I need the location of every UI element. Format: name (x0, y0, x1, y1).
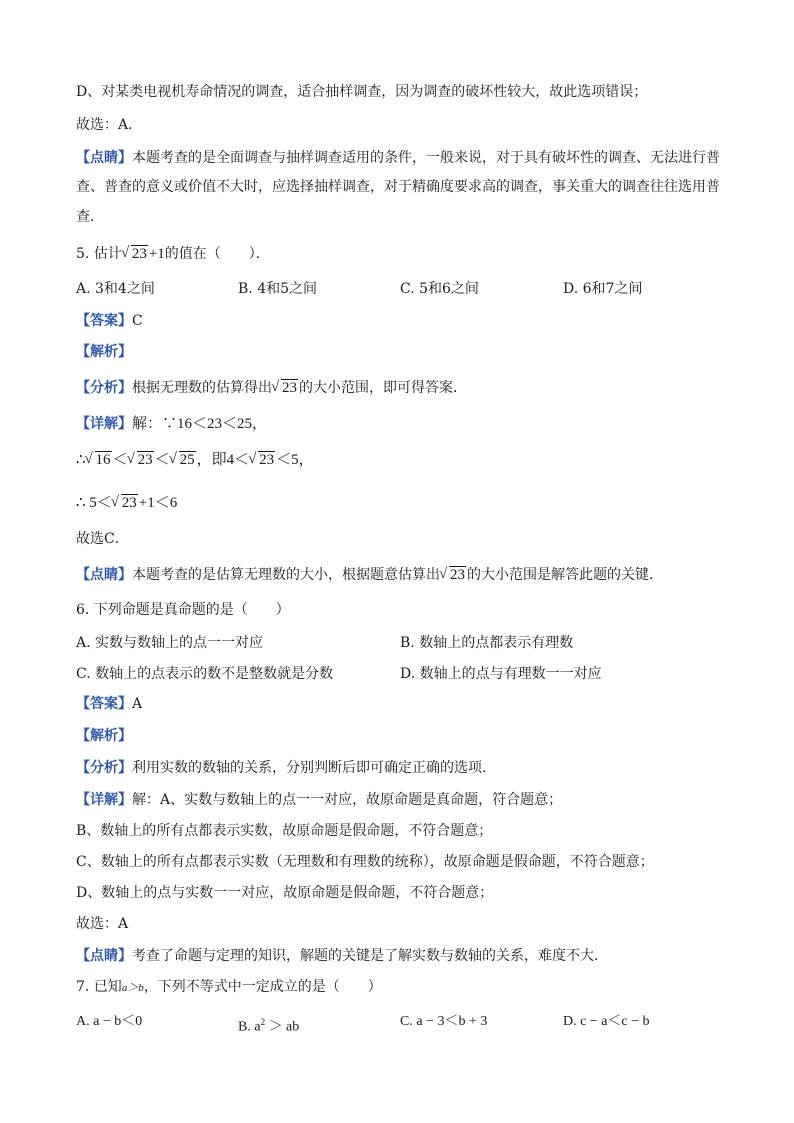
q6-b-explanation: B、数轴上的所有点都表示实数，故原命题是假命题，不符合题意； (76, 823, 493, 839)
answer-value: A (132, 696, 143, 712)
q5-comment (76, 565, 663, 585)
q6-detail (76, 790, 562, 810)
q5-suffix: 的值在（ ）． (164, 246, 270, 262)
q7-option-c: C. a − 3＜b + 3 (400, 1014, 488, 1029)
comment-text: 本题考查的是全面调查与抽样调查适用的条件，一般来说，对于具有破坏性的调查、无法进行普 (132, 150, 720, 166)
fenxi-tag: 【分析】 (76, 760, 132, 776)
sqrt-symbol (440, 565, 466, 585)
q7-prefix: 7. 已知 (76, 979, 122, 995)
q6-analysis-heading (76, 726, 132, 746)
q5-answer (76, 311, 143, 331)
analysis-tag: 【解析】 (76, 344, 132, 360)
radicand: 23 (259, 452, 275, 468)
radicand: 25 (179, 452, 195, 468)
fenxi-pre: 根据无理数的估算得出 (132, 380, 272, 396)
radicand: 23 (282, 380, 297, 396)
sqrt-symbol (272, 378, 298, 398)
q7-condition: a＞b (121, 982, 144, 994)
q4-comment-line2: 查、普查的意义或价值不大时，应选择抽样调查，对于精确度要求高的调查，事关重大的调查往往选用普 (76, 179, 720, 195)
step-end: ＜5， (276, 452, 314, 468)
answer-tag: 【答案】 (76, 313, 132, 329)
comment-tag: 【点睛】 (76, 150, 132, 166)
q5-choice: 故选C． (76, 531, 129, 547)
q4-comment-line1 (76, 148, 720, 168)
sqrt-symbol (122, 244, 148, 264)
fenxi-post: 的大小范围，即可得答案． (299, 380, 467, 396)
q7-option-d: D. c − a＜c − b (563, 1014, 650, 1029)
step-mid: ，即4＜ (196, 452, 250, 468)
q7-suffix: ，下列不等式中一定成立的是（ ） (143, 979, 382, 995)
q6-comment (76, 946, 608, 966)
detail-tag: 【详解】 (76, 792, 132, 808)
q5-step2 (76, 493, 177, 513)
q6-option-a: A. 实数与数轴上的点一一对应 (76, 635, 264, 651)
sqrt-symbol (86, 450, 112, 470)
q6-question: 6. 下列命题是真命题的是（ ） (76, 602, 290, 618)
detail-tag: 【详解】 (76, 416, 132, 432)
radicand: 16 (95, 452, 111, 468)
answer-tag: 【答案】 (76, 696, 132, 712)
q6-fenxi (76, 758, 496, 778)
q5-option-a: A. 3和4之间 (76, 281, 155, 297)
step-pre: ∴ 5＜ (76, 495, 112, 511)
q6-choice: 故选：A (76, 916, 129, 932)
option-b-rest: ＞ ab (265, 1019, 300, 1035)
detail-text: 解：∵16＜23＜25， (132, 416, 268, 432)
q5-option-c: C. 5和6之间 (400, 281, 479, 297)
q5-step1: ∴√ 16 ＜√ 23 ＜√ 25 ，即4＜√ 23 ＜5， (76, 450, 314, 470)
q4-choice: 故选：A． (76, 117, 143, 133)
comment-post: 的大小范围是解答此题的关键． (467, 567, 663, 583)
q4-comment-line3: 查． (76, 209, 104, 225)
q5-fenxi (76, 378, 467, 398)
q5-analysis-heading (76, 342, 132, 362)
comment-tag: 【点睛】 (76, 948, 132, 964)
radicand: 23 (131, 246, 147, 262)
q5-option-d: D. 6和7之间 (563, 281, 643, 297)
sqrt-symbol (128, 450, 154, 470)
q5-detail (76, 414, 267, 434)
therefore-symbol: ∴ (76, 452, 86, 468)
q5-question (76, 244, 270, 264)
q6-option-c: C. 数轴上的点表示的数不是整数就是分数 (76, 666, 334, 682)
q6-d-explanation: D、数轴上的点与实数一一对应，故原命题是假命题，不符合题意； (76, 885, 494, 901)
step-end: +1＜6 (138, 495, 178, 511)
comment-tag: 【点睛】 (76, 567, 132, 583)
option-b-base: B. a (238, 1019, 261, 1035)
q5-option-b: B. 4和5之间 (238, 281, 318, 297)
q6-option-d: D. 数轴上的点与有理数一一对应 (400, 666, 602, 682)
q7-option-b (238, 1012, 299, 1038)
comment-text: 考查了命题与定理的知识，解题的关键是了解实数与数轴的关系，难度不大． (132, 948, 608, 964)
radicand: 23 (121, 495, 137, 511)
q4-option-d-explanation: D、对某类电视机寿命情况的调查，适合抽样调查，因为调查的破坏性较大，故此选项错误； (76, 84, 648, 100)
answer-value: C (132, 313, 143, 329)
q7-question (76, 977, 382, 998)
q6-answer (76, 694, 142, 714)
radicand: 23 (450, 567, 465, 583)
exponent: 2 (260, 1017, 266, 1027)
q5-prefix: 5. 估计 (76, 246, 122, 262)
q7-option-a: A. a − b＜0 (76, 1014, 143, 1029)
sqrt-symbol (112, 493, 138, 513)
comment-pre: 本题考查的是估算无理数的大小，根据题意估算出 (132, 567, 440, 583)
q6-option-b: B. 数轴上的点都表示有理数 (400, 635, 574, 651)
sqrt-symbol (249, 450, 275, 470)
radicand: 23 (137, 452, 153, 468)
fenxi-text: 利用实数的数轴的关系，分别判断后即可确定正确的选项． (132, 760, 496, 776)
detail-text: 解：A、实数与数轴上的点一一对应，故原命题是真命题，符合题意； (132, 792, 563, 808)
q5-plus: +1 (148, 246, 165, 262)
q6-c-explanation: C、数轴上的所有点都表示实数（无理数和有理数的统称），故原命题是假命题，不符合题意； (76, 854, 654, 870)
sqrt-symbol (170, 450, 196, 470)
analysis-tag: 【解析】 (76, 728, 132, 744)
fenxi-tag: 【分析】 (76, 380, 132, 396)
